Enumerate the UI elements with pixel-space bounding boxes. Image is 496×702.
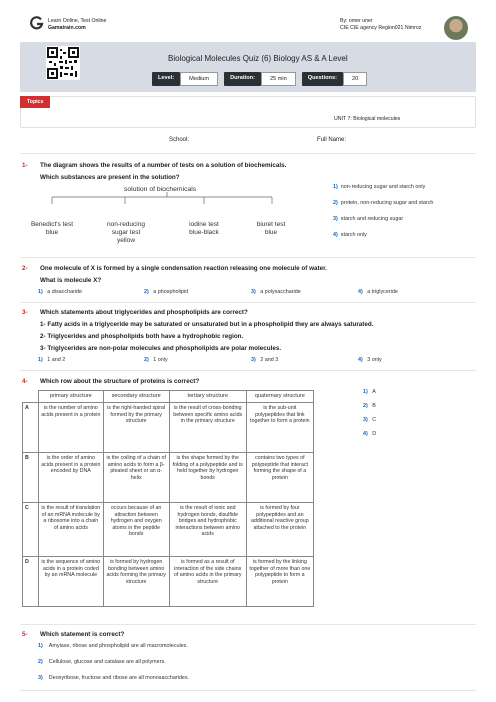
divider	[20, 624, 476, 625]
organization: CIE CIE agency Region021 Nimroz	[340, 25, 422, 31]
author: By: omer uner	[340, 18, 373, 24]
topic-unit: UNIT 7: Biological molecules	[334, 116, 401, 122]
topics-tag: Topics	[20, 96, 50, 108]
fullname-label: Full Name:	[317, 137, 347, 143]
topics-box	[20, 96, 476, 128]
option[interactable]: 3) C	[363, 417, 377, 423]
option[interactable]: 2) Cellulose, glucose and catalase are all polymers.	[38, 659, 166, 665]
leaf-text: biuret test	[256, 221, 286, 228]
leaf-text: sugar test	[111, 229, 141, 237]
diagram-leaf-benedict	[22, 221, 82, 237]
column-header: primary structure	[39, 391, 104, 403]
level-label: Level:	[152, 72, 180, 86]
table-cell: is the shape formed by the folding of a polypeptide and is held together by hydrogen bonds	[169, 452, 246, 502]
divider	[20, 370, 476, 371]
table-cell: is the result of ionic and hydrogen bonds, disulfide bridges and hydrophobic interactions between amino acids	[169, 502, 246, 556]
duration-label: Duration:	[224, 72, 261, 86]
question-1-text: The diagram shows the results of a number of tests on a solution of biochemicals.	[40, 162, 287, 169]
leaf-text: yellow	[116, 237, 136, 245]
table-row	[23, 452, 314, 502]
quiz-title: Biological Molecules Quiz (6) Biology AS & A Level	[168, 54, 348, 63]
question-1	[22, 162, 28, 169]
question-1-options	[333, 184, 433, 248]
row-label: C	[23, 502, 39, 556]
option[interactable]: 2) 1 only	[144, 357, 168, 363]
option[interactable]: 4) 3 only	[358, 357, 382, 363]
leaf-text: non-reducing	[107, 221, 145, 228]
questions-label: Questions:	[302, 72, 343, 86]
diagram-leaf-iodine	[174, 221, 234, 237]
question-number: 5-	[22, 631, 28, 638]
gamatrain-logo[interactable]	[30, 16, 44, 30]
statement-1: 1- Fatty acids in a triglyceride may be saturated or unsaturated but in a phospholipid they are always saturated.	[40, 321, 374, 328]
site-tagline: Learn Online, Test Online	[48, 18, 107, 24]
question-4	[22, 378, 28, 385]
leaf-text: blue	[45, 229, 59, 237]
row-label: B	[23, 452, 39, 502]
option[interactable]: 3) Deoxyribose, fructose and ribose are all monosaccharides.	[38, 675, 190, 681]
table-cell: is the result of cross-bonding between specific amino acids in the primary structure	[169, 402, 246, 452]
table-cell: is the result of translation of an mRNA molecule by a ribosome into a chain of amino acids	[39, 502, 104, 556]
question-2	[22, 265, 28, 272]
table-cell: is formed by four polypeptides and an additional reactive group attached to the protein	[246, 502, 313, 556]
duration-value: 25 min	[261, 72, 296, 86]
question-number: 3-	[22, 309, 28, 316]
table-cell: is the coiling of a chain of amino acids to form a β-pleated sheet or an α-helix	[103, 452, 169, 502]
question-3-text: Which statements about triglycerides and phospholipids are correct?	[40, 309, 248, 316]
column-header: quaternary structure	[246, 391, 313, 403]
option[interactable]: 3) 2 and 3	[251, 357, 279, 363]
table-cell: is formed as a result of interaction of the side chains of amino acids in the primary structure	[169, 556, 246, 606]
row-label: D	[23, 556, 39, 606]
option[interactable]: 4) a triglyceride	[358, 289, 398, 295]
question-4-text: Which row about the structure of proteins is correct?	[40, 378, 200, 385]
avatar	[444, 16, 468, 40]
table-cell: is the sub-unit polypeptides that link together to form a protein	[246, 402, 313, 452]
level-value: Medium	[180, 72, 218, 86]
table-cell: occurs because of an attraction between hydrogen and oxygen atoms in the peptide bonds	[103, 502, 169, 556]
option[interactable]: 1) a disaccharide	[38, 289, 83, 295]
school-label: School:	[169, 137, 190, 143]
table-cell: is formed by hydrogen bonding between amino acids forming the primary structure	[103, 556, 169, 606]
table-cell: is formed by the linking together of more than one polypeptide to form a protein	[246, 556, 313, 606]
question-number: 1-	[22, 162, 28, 169]
table-row	[23, 402, 314, 452]
option[interactable]: 2) B	[363, 403, 376, 409]
option[interactable]: 4) D	[363, 431, 377, 437]
question-4-options	[363, 389, 376, 445]
column-header: secondary structure	[103, 391, 169, 403]
table-cell: is the sequence of amino acids in a protein coded by an mRNA molecule	[39, 556, 104, 606]
statement-3: 3- Triglycerides are non-polar molecules and phospholipids are polar molecules.	[40, 345, 282, 352]
question-5	[22, 631, 28, 638]
option[interactable]: 2) a phospholipid	[144, 289, 189, 295]
table-header-row	[23, 391, 314, 403]
option[interactable]: 1) A	[363, 389, 376, 395]
option[interactable]: 1) 1 and 2	[38, 357, 66, 363]
question-1-subtext: Which substances are present in the solution?	[40, 174, 180, 181]
leaf-text: Benedict's test	[30, 221, 74, 228]
qr-code	[46, 46, 80, 80]
row-label: A	[23, 402, 39, 452]
table-cell: is the number of amino acids present in a protein	[39, 402, 104, 452]
option[interactable]: 1) non-reducing sugar and starch only	[333, 184, 426, 190]
divider	[20, 690, 476, 691]
divider	[20, 302, 476, 303]
question-2-text: One molecule of X is formed by a single condensation reaction releasing one molecule of water.	[40, 265, 327, 272]
questions-value: 20	[343, 72, 367, 86]
question-number: 4-	[22, 378, 28, 385]
diagram-leaf-biuret	[241, 221, 301, 237]
protein-structure-table	[22, 390, 314, 607]
option[interactable]: 3) starch and reducing sugar	[333, 216, 404, 222]
leaf-text: blue	[264, 229, 278, 237]
site-name[interactable]: Gamatrain.com	[48, 25, 86, 31]
table-cell: is the right-handed spiral formed by the primary structure	[103, 402, 169, 452]
divider	[20, 257, 476, 258]
option[interactable]: 1) Amylase, ribose and phospholipid are all macromolecules.	[38, 643, 188, 649]
question-5-text: Which statement is correct?	[40, 631, 125, 638]
leaf-text: blue-black	[189, 229, 219, 237]
question-number: 2-	[22, 265, 28, 272]
table-cell: contains two types of polypeptide that interact forming the shape of a protein	[246, 452, 313, 502]
table-corner	[23, 391, 39, 403]
quiz-meta	[152, 72, 367, 86]
question-3	[22, 309, 28, 316]
diagram-leaf-nonreducing	[96, 221, 156, 245]
option[interactable]: 3) a polysaccharide	[251, 289, 301, 295]
divider	[20, 153, 476, 154]
option[interactable]: 2) protein, non-reducing sugar and starch	[333, 200, 434, 206]
question-2-subtext: What is molecule X?	[40, 277, 102, 284]
leaf-text: iodine test	[189, 221, 219, 228]
table-row	[23, 502, 314, 556]
table-row	[23, 556, 314, 606]
column-header: tertiary structure	[169, 391, 246, 403]
diagram-root: solution of biochemicals	[124, 186, 197, 193]
option[interactable]: 4) starch only	[333, 232, 367, 238]
statement-2: 2- Triglycerides and phospholipids both have a hydrophobic region.	[40, 333, 244, 340]
table-cell: is the order of amino acids present in a protein encoded by DNA	[39, 452, 104, 502]
